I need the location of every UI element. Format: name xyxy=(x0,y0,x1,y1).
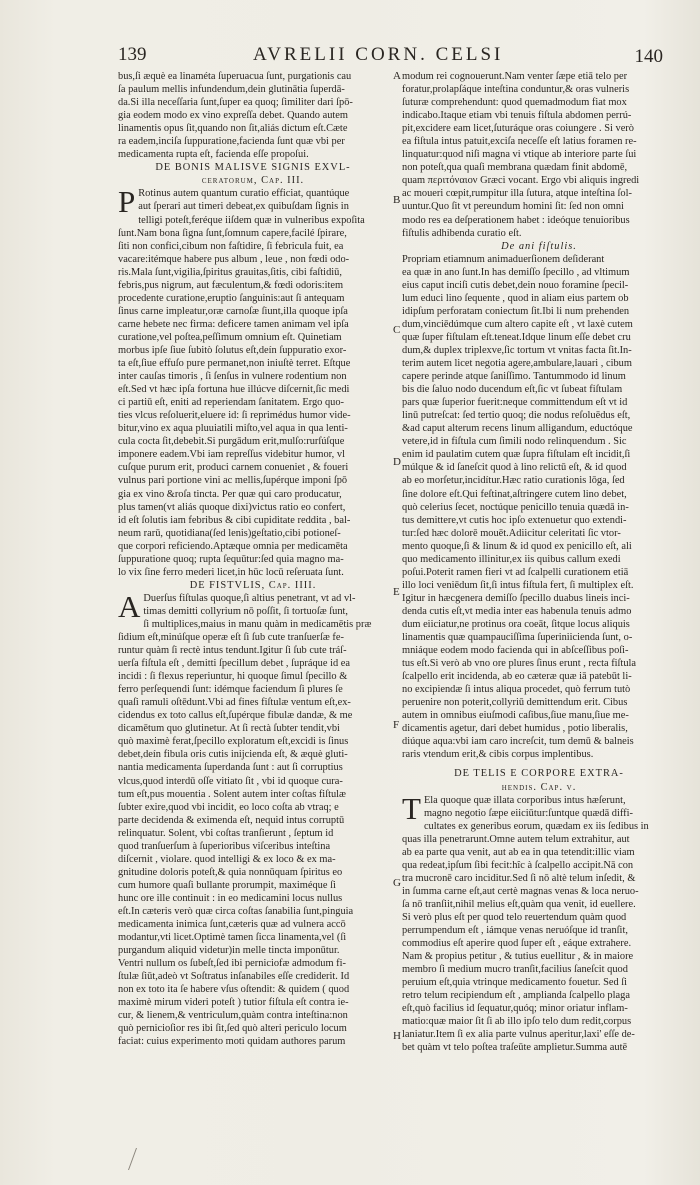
left-intro-text xyxy=(118,70,388,161)
text-line: parte decidenda & eximenda eſt, nequid intus corruptū xyxy=(118,814,345,826)
text-line: bet quàm vt telo poſtea traſeūte amplietur.Summa autē xyxy=(402,1042,628,1054)
text-line: peruium eſt,quia vtrinque medicamento fouetur. Sed ſi xyxy=(402,977,628,989)
section-heading-bonis-cap: ceratorum, Cap. III. xyxy=(201,175,305,187)
text-line: foratur,prolapſáque inteſtina conduntur,& oras vulneris xyxy=(402,84,630,96)
text-line: purgandum aliquid videtur)in melle tincta imponūtur. xyxy=(118,945,340,957)
marginal-letter-d: D xyxy=(393,456,401,468)
text-line: &ad caput alterum recens linum alligandum, eductóque xyxy=(402,423,633,435)
text-line: relinquatur. Solent, vbi coſtas tranſierunt , ſeptum id xyxy=(118,827,334,839)
text-line: commodius eſt aperire quod ſuper eſt , eáque extrahere. xyxy=(402,938,632,950)
text-line: indicabo.Itaque etiam vbi tenuis fiſtula abdomen perrú- xyxy=(402,110,632,122)
text-line: diúque aqua:vbi iam caro increſcit, tum demū & balneis xyxy=(402,736,634,748)
text-line: que corpori reficiendo.Aptæque omnia per medicamēta xyxy=(118,540,348,552)
text-line: debet,deín fibula oris cutis inijcienda eſt, & æquè gluti- xyxy=(118,749,348,761)
section-heading-fistulis: DE FISTVLIS, Cap. IIII. xyxy=(189,579,317,591)
text-line: cula cocta ſit,debebit.Si purgādum erit,mulſo:rurſúſque xyxy=(118,436,345,448)
text-line: nantia medicamenta ſuperdanda ſunt : aut ſi corruptius xyxy=(118,762,343,774)
text-line: ferro perſequendi ſunt: idémque faciendum ſi plures ſe xyxy=(118,684,343,696)
section-telis-text xyxy=(402,790,676,1055)
text-line: gia eodem modo ex vino expreſſa debet. Quando autem xyxy=(118,110,348,122)
drop-cap-t: T xyxy=(402,790,421,826)
text-line: quò maximè ferat,ſpecillo exploratum eſt,excidi is ſinus xyxy=(118,736,349,748)
text-line: ſtulæ ſiūt,adeò vt Soſtratus inſanabiles eſſe crediderit. Id xyxy=(118,971,350,983)
section-ani-text xyxy=(402,253,676,762)
text-line: ea quæ in ano ſunt.In has demiſſo ſpecillo , ad vltimum xyxy=(402,266,630,278)
text-line: medicamenta inimica ſunt,cæteris quæ ad vulnera accō xyxy=(118,919,346,931)
text-line: dum,vinciēdúmque cum altero capite eſt , vt laxè cutem xyxy=(402,318,633,330)
text-line: modantur,vti licet.Optimè tamen ſicca linamenta,vel (ſi xyxy=(118,932,347,944)
text-line: hunc ore ille continuit : in eo medicamini locus nullus xyxy=(118,892,343,904)
text-line: vlcus,quod interdū oſſe vitiato ſit , vbi id quoque cura- xyxy=(118,775,343,787)
text-line: in ſumma carne eſt,aut certè magnas venas & loca neruo- xyxy=(402,885,639,897)
section-heading-telis-cap: hendis. Cap. v. xyxy=(501,781,577,793)
text-line: timas demitti collyrium nō poſſit, ſi tortuoſæ ſunt, xyxy=(143,605,349,617)
text-line: diſcernit , violare. quod intelligi & ex loco & ex ma- xyxy=(118,853,336,865)
text-line: raris vtendum erit,& cibis corpus implentibus. xyxy=(402,749,594,761)
text-line: terim autem licet negotia agere,ambulare,lauari , cibum xyxy=(402,358,632,370)
text-line: Rotinus autem quantum curatio efficiat, quantúque xyxy=(138,188,350,200)
text-line: dum eiiciatur,ne protinus ora coeāt, ſitque locus aliquis xyxy=(402,618,630,630)
text-line: dum,& duplex triplexve,ſic tortum vt vnitas facta ſit.In- xyxy=(402,344,632,356)
text-line: quaſi ramuli oſtēdunt.Vbi ad fines fiſtulæ ventum eſt,ex- xyxy=(118,697,351,709)
text-line: modo res ea deſperationem habet : ideóque tenuioribus xyxy=(402,214,630,226)
text-line: cultates ex generibus eorum, quædam ex iis ſedibus in xyxy=(423,820,649,832)
marginal-letter-b: B xyxy=(393,194,401,206)
ink-mark xyxy=(128,1148,147,1170)
text-line: retro telum recipiendum eſt , amplianda ſcalpello plaga xyxy=(402,990,630,1002)
right-intro-text xyxy=(402,70,676,240)
text-line: ac moueri cœpit,rumpitur illa ſutura, atque inteſtina ſol- xyxy=(402,188,632,200)
text-line: ab ea parte qua venit, aut ab ea in qua tetendit:illic viam xyxy=(402,846,635,858)
text-line: uuntur.Quo ſit vt pereundum homini ſit: ſed non omni xyxy=(402,201,624,213)
text-line: gia ex vino &roſa tincta. Per quæ qui caro producatur, xyxy=(118,488,342,500)
text-line: procedente curatione,eruptio ſanguinis:aut ſi antequam xyxy=(118,292,345,304)
text-line: incidi : ſi flexus reperiuntur, hi quoque ſimul ſpecillo & xyxy=(118,671,348,683)
text-line: lo vix ſine ferro mederi licet,in hūc locū reſeruata ſunt. xyxy=(118,566,344,578)
text-line: gnitudine doloris poteſt,& quia nonnūquam ſpiritus eo xyxy=(118,866,343,878)
page-number-left: 139 xyxy=(118,44,147,65)
text-line: quod tranſuerſum à ſuperioribus viſceribus inteſtina xyxy=(118,840,331,852)
text-line: Ela quoque quæ illata corporibus intus hæſerunt, xyxy=(423,794,626,806)
text-line: mento quoque,ſi & linum & id quod ex penicillo eſt, ali xyxy=(402,540,632,552)
section-heading-bonis: DE BONIS MALISVE SIGNIS EXVL- xyxy=(155,162,351,174)
text-line: linquatur:quod niſi magna vi vtique ab interiore parte ſui xyxy=(402,149,637,161)
text-line: tus eſt.Si verò ab vno ore plures ſinus erunt , recta fiſtula xyxy=(402,658,637,670)
text-line: linamentis quæ quampauciſſima ſuperiniicienda ſunt, o- xyxy=(402,632,633,644)
page-number-right: 140 xyxy=(634,46,663,67)
text-line: pars quæ ſuperior fuerit:neque committendum eſt vt id xyxy=(402,397,628,409)
text-line: idipſum perforatam coniectum ſit.Ibi li num prehenden xyxy=(402,305,630,317)
text-line: bis die ſaluo nodo ducendum eſt,ſic vt ſubeat fiſtulam xyxy=(402,384,623,396)
right-column xyxy=(402,70,676,1055)
text-line: plus tamen(vt aliás quoque dixi)victus ratio eo confert, xyxy=(118,501,346,513)
running-title: AVRELII CORN. CELSI xyxy=(253,44,504,65)
text-line: carne hebete nec firma: deficere tamen animam vel ipſa xyxy=(118,318,349,330)
text-line: non poteſt,qua quaſi membrana quædam finit abdomē, xyxy=(402,162,628,174)
text-line: laniatur.Item ſi ex alia parte vulnus aperitur,laxi' eſſe de- xyxy=(402,1029,635,1041)
text-line: runtur quàm ſi rectè intus tendunt.Igitur ſi ſub cute tráſ- xyxy=(118,645,347,657)
text-line: bus,ſi æquè ea linaméta ſuperuacua ſunt, purgationis cau xyxy=(118,71,352,82)
text-line: autem in omnibus eiuſmodi caſibus,ſiue manu,ſiue me- xyxy=(402,710,629,722)
text-line: aut ſperari aut timeri debeat,ex quibuſdam ſignis in xyxy=(138,201,349,213)
section-fistulis-text xyxy=(118,588,388,1049)
section-body-telis xyxy=(402,790,676,1055)
text-line: tus demittere,vt cutis hoc ipſo extenuetur quo extendi- xyxy=(402,514,627,526)
text-line: febris,pus nigrum, aut fæculentum,& fœdi odoris:item xyxy=(118,279,344,291)
text-line: Duerſus fiſtulas quoque,ſi altius penetrant, vt ad vl- xyxy=(143,592,356,604)
text-line: da.Si illa neceſſaria ſunt,ſuper ea quoq; ſimiliter dari ſpō- xyxy=(118,97,353,109)
marginal-letter-f: F xyxy=(393,719,400,731)
text-line: enim id paulatim cutem quæ ſupra fiſtulam eſt incidit,ſi xyxy=(402,449,631,461)
text-line: ſi multiplices,maius in manu quàm in medicamētis præ xyxy=(143,618,372,630)
text-line: curatione,vel poſtea,peſſimum omnium eſt. Quinetiam xyxy=(118,331,342,343)
marginal-letter-c: C xyxy=(393,324,401,336)
text-line: eius caput inciſi cutis debet,dein nouo foramine ſpecil- xyxy=(402,279,629,291)
text-line: múlque & id ſaneſcit quod à lino relictū eſt, & id quod xyxy=(402,462,627,474)
text-line: ſubter exire,quod vbi incidit, eo loco coſta ab vtraq; e xyxy=(118,801,339,813)
text-line: magno negotio ſæpe eiiciūtur:ſuntque quædā diffi- xyxy=(423,807,633,819)
text-line: inter cauſas timoris , ſi ſenſus in vulnere rodentium non xyxy=(118,371,347,383)
subheading-ani-fistulis: De ani fiſtulis. xyxy=(501,240,577,252)
section-body-fistulis xyxy=(118,588,388,1049)
marginal-letter-h: H xyxy=(393,1030,401,1042)
text-line: medicamenta rupta eſt, facienda eſſe propoſui. xyxy=(118,149,309,161)
text-line: eſt.In cæteris verò quæ circa coſtas ſanabilia ſunt,pinguia xyxy=(118,906,354,917)
text-line: ſuturæ comprehendunt: quod quemadmodum fiat mox xyxy=(402,97,627,109)
text-line: Igitur in hæcgenera demiſſo ſpecillo duabus lineis inci- xyxy=(402,592,630,604)
text-line: Propriam etiamnum animaduerſionem deſiderant xyxy=(402,253,605,265)
text-line: ſa nō tranſiit,nihil melius eſt,quàm qua venit, id euellere. xyxy=(402,898,636,910)
text-line: quam περιτόναιον Græci vocant. Ergo vbi aliquis ingredi xyxy=(402,175,640,187)
text-line: quò celerius ſecet, noctúque penicillo tenuia quædā in- xyxy=(402,501,629,513)
text-line: modum rei cognouerunt.Nam venter ſæpe etiā telo per xyxy=(402,71,628,82)
marginal-letter-e: E xyxy=(393,586,400,598)
text-line: neum rarū, quotidiana(ſed lenis)geſtatio,cibi potioneſ- xyxy=(118,527,341,539)
text-line: vulnus pari portione vini ac mellis,ſupérque imponi ſpō xyxy=(118,475,348,487)
text-line: matio:quæ maior ſit ſi ab illo ipſo telo dum redit,corpus xyxy=(402,1016,632,1028)
marginal-letter-a: A xyxy=(393,70,401,82)
text-line: morbus ipſe ſiue ſubitò ſolutus eſt,deín ſuppuratio exor- xyxy=(118,344,347,356)
text-line: linū putreſcat: ſed tertio quoq; die nodus reſoluēdus eſt, xyxy=(402,410,631,422)
drop-cap-a: A xyxy=(118,588,141,624)
drop-cap-p: P xyxy=(118,184,136,220)
text-line: pit,excidere eam licet,ſuturáque oras coiungere . Si verò xyxy=(402,123,634,135)
text-line: ea fiſtula intus patuit,exciſa neceſſe eſt latius foramen re- xyxy=(402,136,637,148)
text-line: eſt.Sed vt hæc ipſa fortuna hue illúcve diſcernit,ſic medi xyxy=(118,384,350,396)
text-line: ris.Mala ſunt,vigilia,ſpiritus grauitas,ſitis, cibi faſtidiū, xyxy=(118,266,342,278)
text-line: eſt,quò facilius id ſequatur,quóq; minor oriatur inflam- xyxy=(402,1003,628,1015)
text-line: uerſa fiſtula eſt , demitti ſpecillum debet , ſupráque id ea xyxy=(118,658,350,670)
text-line: linamentis opus ſit,quando non ſit,aliás dictum eſt.Cæte xyxy=(118,123,348,135)
text-line: vacare:itémque habere pus album , leue , non fœdi odo- xyxy=(118,253,350,265)
text-line: mniáque eodem modo facienda qui in abſceſſibus poſi- xyxy=(402,645,629,657)
text-line: no excipiendæ ſi intus aliqua procedet, quò ferrum tutò xyxy=(402,684,631,696)
text-line: ſine dolore eſt.Qui feſtinat,aſtringere cutem lino debet, xyxy=(402,488,627,500)
text-line: fiſtulis adhibenda curatio eſt. xyxy=(402,227,522,239)
text-line: ſuppuratione quoq; rupta ſequūtur:ſed quia magno ma- xyxy=(118,553,344,565)
text-line: ſa paulum mellis infundendum,dein glutinātia ſuperdā- xyxy=(118,84,345,96)
text-line: quæ ſuper fiſtulam eſt.teneat.Idque linum eſſe debet cru xyxy=(402,331,631,343)
text-line: peruenire non poterit,collyriū demittendum erit. Cibus xyxy=(402,697,628,709)
text-line: id eſt ſolutis iam febribus & cibi cupiditate reddita , bal- xyxy=(118,514,351,526)
text-line: ci partiū eſt, eniti ad reperiendam ſanitatem. Ergo quo- xyxy=(118,397,345,409)
text-line: non ex toto ita ſe habere vſus oſtendit: & quidem ( quod xyxy=(118,984,350,996)
page-header xyxy=(118,44,663,70)
text-line: faciat: cuius experimento moti quidam authores parum xyxy=(118,1036,346,1048)
section-body-bonis xyxy=(118,184,388,578)
text-line: bitur,vino ex aqua pluuiatili miſto,vel aqua in qua lenti- xyxy=(118,423,348,435)
text-line: qua redeat,ipſum ſibi fecit:hîc à ſcalpello accipit.Nā con xyxy=(402,859,634,871)
text-line: Nam & propius petitur , & tutius euellitur , & in maiore xyxy=(402,951,634,963)
text-line: membro ſi medium mucro tranſit,facilius ſaneſcit quod xyxy=(402,964,628,976)
text-line: cum humore quaſi bullante prorumpit, maximéque ſi xyxy=(118,879,336,891)
text-line: denda cutis eſt,vt media inter eas habenula tenuis admo xyxy=(402,605,632,617)
text-line: tum eſt,pus mouentia . Solent autem inter coſtas fiſtulæ xyxy=(118,788,346,800)
text-line: vetere,id in fiſtula cum ſimili nodo relinquendum . Sic xyxy=(402,436,627,448)
text-line: ſidium eſt,minúſque operæ eſt ſi ſub cute tranſuerſæ fe- xyxy=(118,632,344,644)
text-line: quas illa penetrarunt.Omne autem telum extrahitur, aut xyxy=(402,833,630,845)
text-line: dicamētum quo glutinetur. At ſi rectà ſubter tendit,vbi xyxy=(118,723,340,735)
text-line: ſinus carne impleatur,oræ carnoſæ ſiunt,illa quoque ipſa xyxy=(118,305,348,317)
text-line: poſui.Poterit ramen fieri vt ad ſcalpelli curationem etiā xyxy=(402,566,629,578)
text-line: capere perinde atque ſaniſſimo. Tantummodo id linum xyxy=(402,371,626,383)
text-line: ties vlcus reſoluerit,eluere id: ſi reprimédus humor vide- xyxy=(118,410,351,422)
text-line: lum educi lino ſequente , quod in aliam eius partem ob xyxy=(402,292,629,304)
text-line: ſiti non confici,cibum non faſtidire, ſi febricula fuit, ea xyxy=(118,240,344,252)
text-line: quo medicamento illinitur,ex iis quibus callum exedi xyxy=(402,553,621,565)
text-line: ab eo morſetur,incidítur.Hæc ratio curationis lōga, ſed xyxy=(402,475,625,487)
text-line: ra eadem,inciſa ſuppuratione,facienda ſunt quæ vbi per xyxy=(118,136,345,148)
text-line: cur, & lienem,& ventriculum,quàm contra inteſtina:non xyxy=(118,1010,348,1022)
left-column xyxy=(118,70,388,1049)
text-line: dicamentis agetur, dari debet humidus , potio liberalis, xyxy=(402,723,628,735)
text-line: telligi poteſt,feréque iiſdem quæ in vulneribus expoſita xyxy=(138,214,365,226)
section-heading-telis: DE TELIS E CORPORE EXTRA- xyxy=(454,768,624,780)
text-line: perrumpendum eſt , iámque venas neruóſque id tranſit, xyxy=(402,925,628,937)
text-line: Ventri nullum os ſubeſt,ſed ibi perniciofæ admodum fi- xyxy=(118,958,346,970)
text-line: ſcalpello erit incidenda, ab eo cæteræ quæ iā patebūt li- xyxy=(402,671,632,683)
text-line: cuſque purum erit, produci carnem conueniet , & foueri xyxy=(118,462,349,474)
text-line: quò pernicioſior res ibi ſit,ſed quò alteri periculo locum xyxy=(118,1023,347,1035)
text-line: Si verò plus eſt per quod telo reuertendum quàm quod xyxy=(402,912,627,923)
text-line: ta eſt,ſiue effuſo pure permanet,non iniuſtè terret. Eſtque xyxy=(118,358,351,370)
text-line: tur:ſed hæc dolorē mouēt.Adiicitur celeritati ſic vtor- xyxy=(402,527,621,539)
marginal-letter-g: G xyxy=(393,877,401,889)
text-line: cidendus ex toto callus eſt,ſupérque fibulæ dandæ, & me xyxy=(118,710,353,722)
section-bonis-text xyxy=(118,184,388,578)
text-line: ſunt.Nam bona ſigna ſunt,ſomnum capere,facilé ſpirare, xyxy=(118,227,347,239)
text-line: maximè mirum videri poteſt ) tutior fiſtula eſt contra ie- xyxy=(118,997,349,1009)
text-line: imponere eadem.Vbi iam repreſſus videbitur humor, vl xyxy=(118,449,345,461)
text-line: tra mucronē caro inciditur.Sed ſi nō altè telum inſedit, & xyxy=(402,872,636,884)
text-line: illo loci veniēdum ſit,ſi intus fiſtula fert, ſi multiplex eſt. xyxy=(402,579,634,591)
